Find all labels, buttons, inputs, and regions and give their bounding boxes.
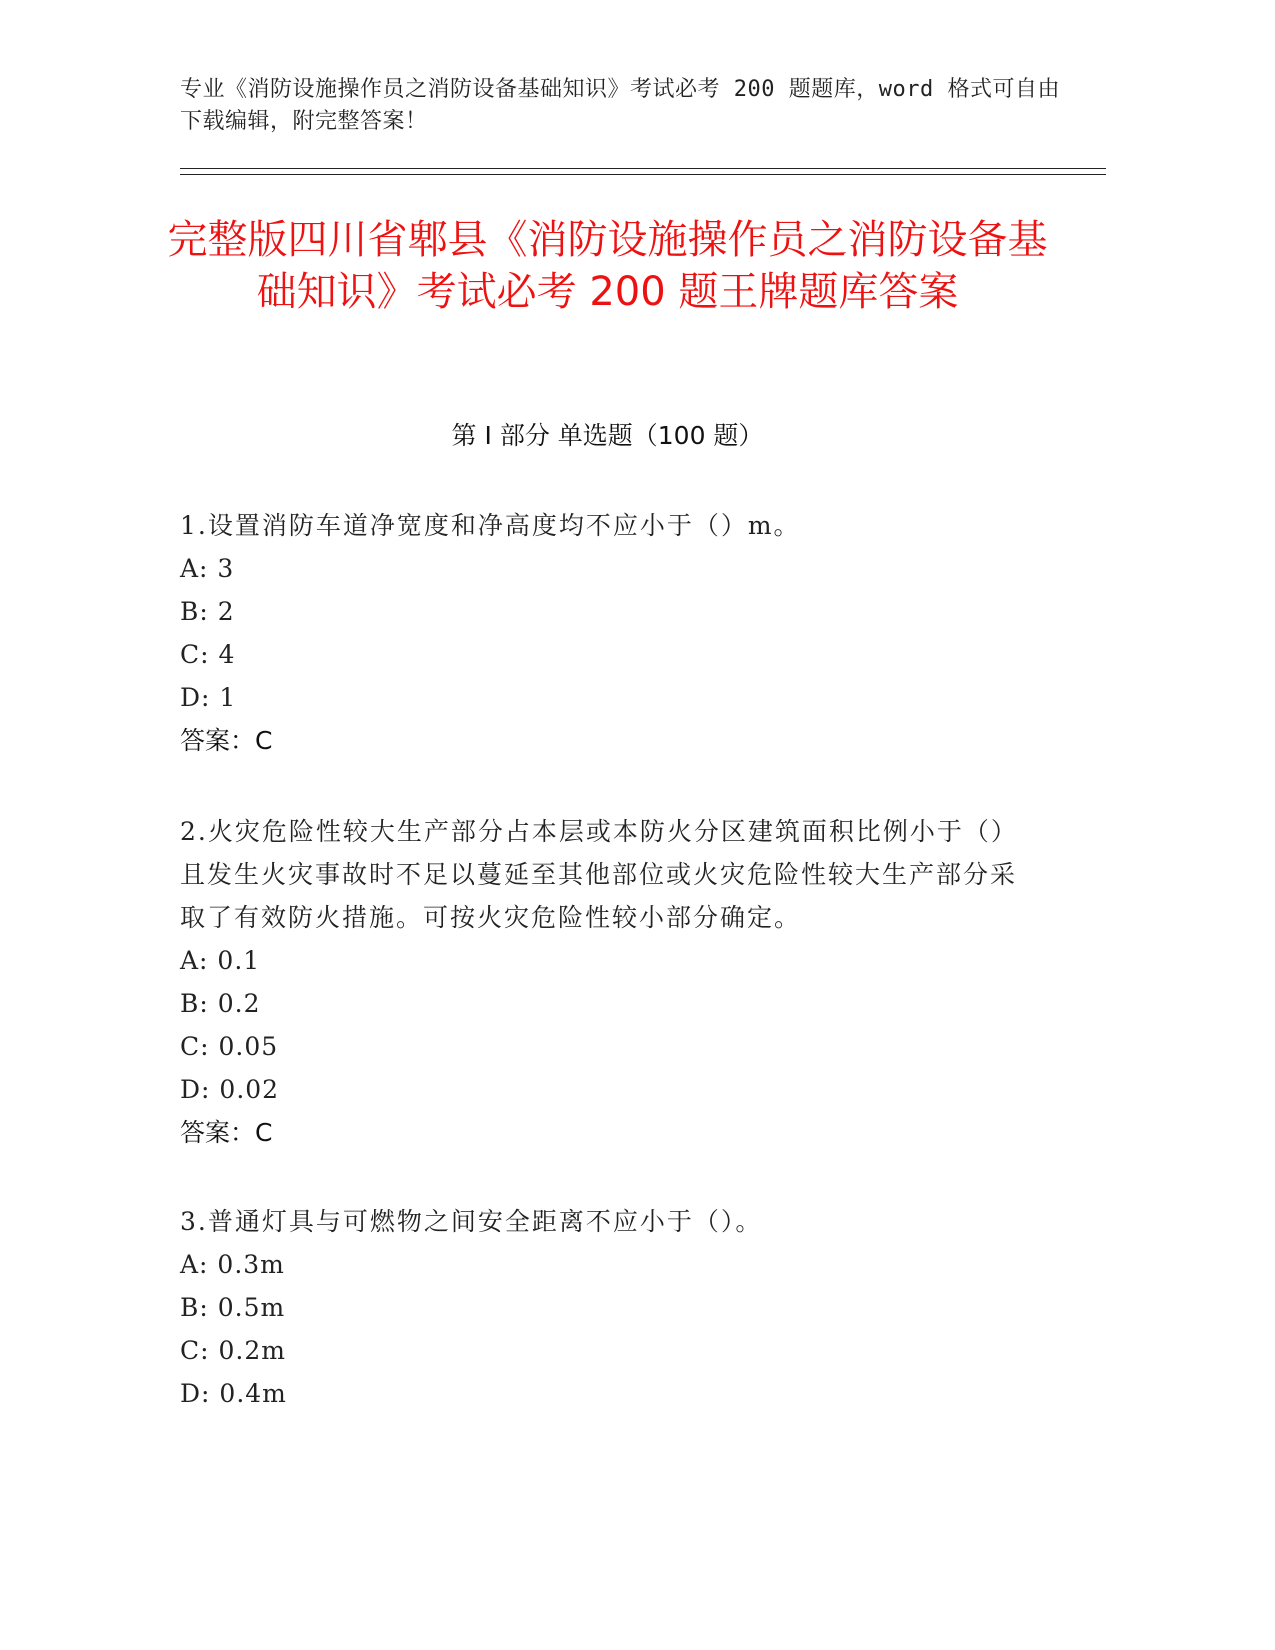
header-note: 专业《消防设施操作员之消防设备基础知识》考试必考 200 题题库，word 格式可自由下载编辑，附完整答案！ <box>180 77 1060 134</box>
header-divider-top <box>180 168 1106 169</box>
question-text: 1.设置消防车道净宽度和净高度均不应小于（）m。 <box>180 511 801 540</box>
answer: 答案：C <box>180 1118 273 1147</box>
option-b: B: 0.5m <box>180 1293 286 1322</box>
question-text: 3.普通灯具与可燃物之间安全距离不应小于（）。 <box>180 1207 763 1236</box>
option-c: C: 0.05 <box>180 1032 279 1061</box>
option-b: B: 0.2 <box>180 989 261 1018</box>
question-3 <box>180 1200 1020 1415</box>
question-1 <box>180 504 1020 762</box>
option-c: C: 4 <box>180 640 236 669</box>
header-divider-bottom <box>180 174 1106 175</box>
option-a: A: 3 <box>180 554 235 583</box>
answer: 答案：C <box>180 726 273 755</box>
option-d: D: 0.02 <box>180 1075 280 1104</box>
option-a: A: 0.1 <box>180 946 261 975</box>
question-text: 2.火灾危险性较大生产部分占本层或本防火分区建筑面积比例小于（）且发生火灾事故时不足以蔓延至其他部位或火灾危险性较大生产部分采取了有效防火措施。可按火灾危险性较小部分确定。 <box>180 817 1018 932</box>
option-d: D: 1 <box>180 683 237 712</box>
question-2 <box>180 810 1020 1154</box>
section-title: 第 I 部分 单选题（100 题） <box>451 421 764 450</box>
option-d: D: 0.4m <box>180 1379 287 1408</box>
option-b: B: 2 <box>180 597 235 626</box>
document-title: 完整版四川省郫县《消防设施操作员之消防设备基础知识》考试必考 200 题王牌题库答案 <box>167 217 1048 315</box>
option-c: C: 0.2m <box>180 1336 286 1365</box>
option-a: A: 0.3m <box>180 1250 285 1279</box>
